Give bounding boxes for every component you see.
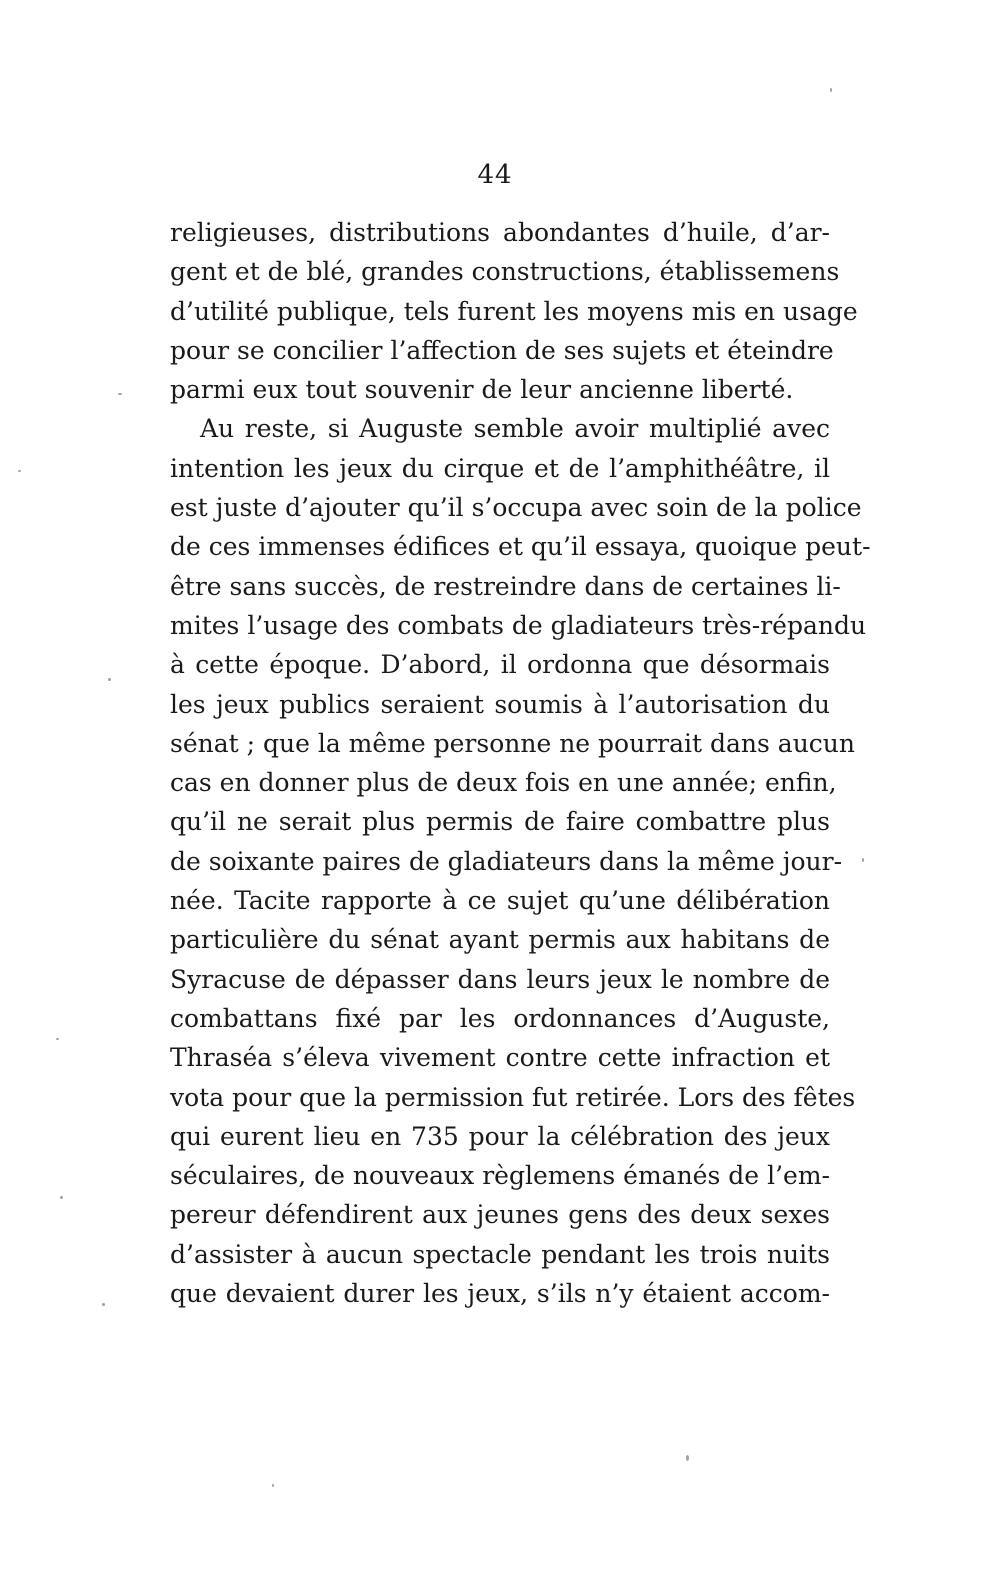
text-line: qu’il ne serait plus permis de faire combattre plus <box>170 807 830 837</box>
text-line: gent et de blé, grandes constructions, établissemens <box>170 257 840 287</box>
text-line: les jeux publics seraient soumis à l’autorisation du <box>170 689 830 719</box>
scan-speck <box>272 1484 274 1487</box>
text-line: vota pour que la permission fut retirée. Lors des fêtes <box>170 1082 856 1112</box>
text-line: d’assister à aucun spectacle pendant les trois nuits <box>170 1239 830 1269</box>
text-line: née. Tacite rapporte à ce sujet qu’une délibération <box>170 886 830 916</box>
scan-speck <box>18 470 21 472</box>
text-line: de ces immenses édifices et qu’il essaya, quoique peut- <box>170 532 871 562</box>
text-line: sénat ; que la même personne ne pourrait dans aucun <box>170 728 855 758</box>
scan-speck <box>60 1196 63 1199</box>
scan-speck <box>108 678 111 681</box>
scan-speck <box>686 1455 689 1461</box>
text-line: Thraséa s’éleva vivement contre cette infraction et <box>170 1043 830 1073</box>
scan-speck <box>862 858 864 862</box>
text-line: pour se concilier l’affection de ses sujets et éteindre <box>170 335 834 365</box>
scan-speck <box>56 1038 59 1040</box>
text-line: d’utilité publique, tels furent les moyens mis en usage <box>170 296 858 326</box>
scan-speck <box>118 393 122 395</box>
text-line: cas en donner plus de deux fois en une année; enfin, <box>170 768 837 798</box>
text-line: est juste d’ajouter qu’il s’occupa avec soin de la police <box>170 493 862 523</box>
text-line: Syracuse de dépasser dans leurs jeux le nombre de <box>170 964 830 994</box>
scan-speck <box>102 1303 105 1306</box>
text-line: de soixante paires de gladiateurs dans la même jour- <box>170 846 843 876</box>
text-line: mites l’usage des combats de gladiateurs très-répandu <box>170 610 867 640</box>
text-line: que devaient durer les jeux, s’ils n’y étaient accom- <box>170 1279 830 1309</box>
page-number: 44 <box>477 160 513 190</box>
text-line: pereur défendirent aux jeunes gens des deux sexes <box>170 1200 830 1230</box>
text-line: à cette époque. D’abord, il ordonna que désormais <box>170 650 830 680</box>
text-line: être sans succès, de restreindre dans de certaines li- <box>170 571 841 601</box>
text-line: intention les jeux du cirque et de l’amphithéâtre, il <box>170 453 830 483</box>
text-line: séculaires, de nouveaux règlemens émanés de l’em- <box>170 1161 830 1191</box>
text-line: religieuses, distributions abondantes d’huile, d’ar- <box>170 218 830 247</box>
body-text <box>170 213 871 1313</box>
text-line: combattans fixé par les ordonnances d’Auguste, <box>170 1003 830 1033</box>
scan-speck <box>830 88 832 92</box>
text-line: parmi eux tout souvenir de leur ancienne liberté. <box>170 375 794 405</box>
text-line: particulière du sénat ayant permis aux habitans de <box>170 925 830 955</box>
text-line: qui eurent lieu en 735 pour la célébration des jeux <box>170 1121 830 1151</box>
paragraph-first-line: Au reste, si Auguste semble avoir multiplié avec <box>200 414 830 444</box>
